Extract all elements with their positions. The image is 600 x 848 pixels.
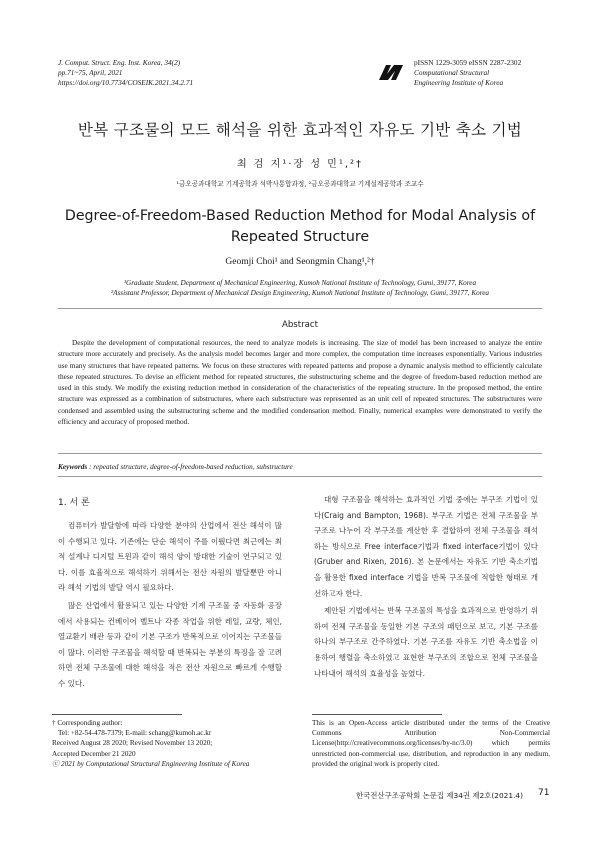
keywords-rule [58,476,542,477]
paragraph: 대형 구조물을 해석하는 효과적인 기법 중에는 부구조 기법이 있다(Craig and Bampton, 1968). 부구조 기법은 전체 구조물을 부구조로 나누어 각 부구조를 계산한 후 결합하여 전체 구조물을 해석하는 방식으로 Free interface기법과 fixed interface기법이 있다(Gruber and Rixen, 2016). 본 논문에서는 자유도 기반 축소기법을 활용한 fixed interface 기법을 반복 구조물에 적합한 형태로 개선하고자 한다. [314,495,538,598]
affiliations-english [0,278,600,298]
footnote-line: ⓒ 2021 by Computational Structural Engineering Institute of Korea [52,759,250,768]
affiliations-korean: ¹금오공과대학교 기계공학과 석박사통합과정, ²금오공과대학교 기계설계공학과 조교수 [176,180,424,188]
keywords-text: : repeated structure, degree-of-freedom-based reduction, substructure [87,462,293,471]
footnote-rule-right [312,714,442,715]
authors-english: Geomji Choi¹ and Seongmin Chang¹,²† [225,257,375,267]
issn: pISSN 1229-3059 eISSN 2287-2302 [414,58,522,67]
footnote-line: Tel: +82-54-478-7379; E-mail: schang@kumoh.ac.kr [58,729,212,738]
right-column [314,492,538,683]
journal-pages: pp.71~75, April, 2021 [58,68,123,77]
paragraph: 많은 산업에서 활용되고 있는 다양한 기계 구조물 중 자동화 공장에서 사용되는 컨베이어 벨트나 각종 작업을 위한 레일, 교량, 체인, 열교환기 배관 등과 같이 기본 구조가 반복적으로 이어지는 구조물들이 많다. 이러한 구조물을 해석할 때 반복되는 부분의 특징을 잘 고려하면 전체 구조물에 대한 해석을 적은 전산 자원으로 빠르게 수행할 수 있다. [58,600,282,688]
page-number: 71 [538,788,550,798]
abstract-text: Despite the development of computational resources, the need to analyze models is increasing. The size of model has been increased to analyze the entire structure more accurately and precisely. As the analysis model becomes larger and more complex, the computation time increases exponentially. Various industries use many structures that have repeated patterns. We focus on these structures with repeated patterns and propose a dynamic analysis method to efficiently calculate these repeated structures. To devise an efficient method for repeated structures, the substructuring scheme and the degree of freedom-based reduction method are used in this study. We modify the existing reduction method in consideration of the characteristics of the repeating structure. In the proposed method, the entire structure was expressed as a combination of substructures, where each substructure was represented as an unit cell of repeated structures. The substructures were condensed and assembled using the substructuring scheme and the modified condensation method. Finally, numerical examples were demonstrated to verify the efficiency and accuracy of proposed method. [58,338,542,427]
publisher-info [414,58,521,88]
paragraph: 컴퓨터가 발달함에 따라 다양한 분야의 산업에서 전산 해석이 많이 수행되고 있다. 기존에는 단순 해석이 주를 이뤘다면 최근에는 최적 설계나 디지털 트윈과 같이 해석 양이 방대한 기술이 연구되고 있다. 이를 효율적으로 해석하기 위해서는 전산 자원의 발달뿐만 아니라 해석 기법의 발달 역시 필요하다. [58,521,282,593]
abstract-bottom-rule [58,453,542,454]
left-column [58,518,282,694]
journal-citation [58,58,193,88]
publisher-line-2: Engineering Institute of Korea [414,78,504,87]
title-korean: 반복 구조물의 모드 해석을 위한 효과적인 자유도 기반 축소 기법 [77,121,523,139]
affiliation-1: ¹Graduate Student, Department of Mechanical Engineering, Kumoh National Institute of Technology, Gumi, 39177, Korea [123,279,477,287]
authors-korean: 최 검 지¹·장 성 민¹,²† [236,159,364,170]
open-access-notice: This is an Open-Access article distributed under the terms of the Creative Commons Attribution Non-Commercial License(http://creativecommons.org/licenses/by-nc/3.0) which permits unrestricted non-commercial use, distribution, and reproduction in any medium, provided the original work is properly cited. [312,719,550,768]
coseik-logo-icon [377,62,405,82]
footnote-line: Accepted December 21 2020 [52,749,136,758]
keywords [58,462,293,471]
abstract-heading: Abstract [281,320,319,330]
paragraph: 제안된 기법에서는 반복 구조물의 특성을 효과적으로 반영하기 위하여 전체 구조물을 동일한 기본 구조의 패턴으로 보고, 기본 구조를 하나의 부구조로 간주하였다. 기본 구조를 자유도 기반 축소법을 이용하여 행렬을 축소하였고 표현한 부구조의 조합으로 전체 구조물을 나타내어 해석의 효율성을 높였다. [314,606,538,678]
doi-link[interactable]: https://doi.org/10.7734/COSEIK.2021.34.2.71 [58,78,194,87]
affiliation-2: ²Assistant Professor, Department of Mechanical Design Engineering, Kumoh National Institute of Technology, Gumi, 39177, Korea [110,289,490,297]
publisher-line-1: Computational Structural [414,68,490,77]
footnote-line: † Corresponding author: [52,719,123,727]
title-english: Degree-of-Freedom-Based Reduction Method for Modal Analysis of Repeated Structure [64,208,536,245]
footnote-line: Received August 28 2020; Revised November 13 2020; [52,739,213,748]
journal-footer: 한국전산구조공학회 논문집 제34권 제2호(2021.4) [356,791,524,800]
section-heading-introduction: 1. 서 론 [58,498,90,508]
abstract-top-rule [58,308,542,309]
journal-name: J. Comput. Struct. Eng. Inst. Korea, 34(2) [58,58,181,67]
footnote-rule-left [52,714,182,715]
keywords-label: Keywords [58,462,88,471]
corresponding-author-footnote [52,718,292,769]
